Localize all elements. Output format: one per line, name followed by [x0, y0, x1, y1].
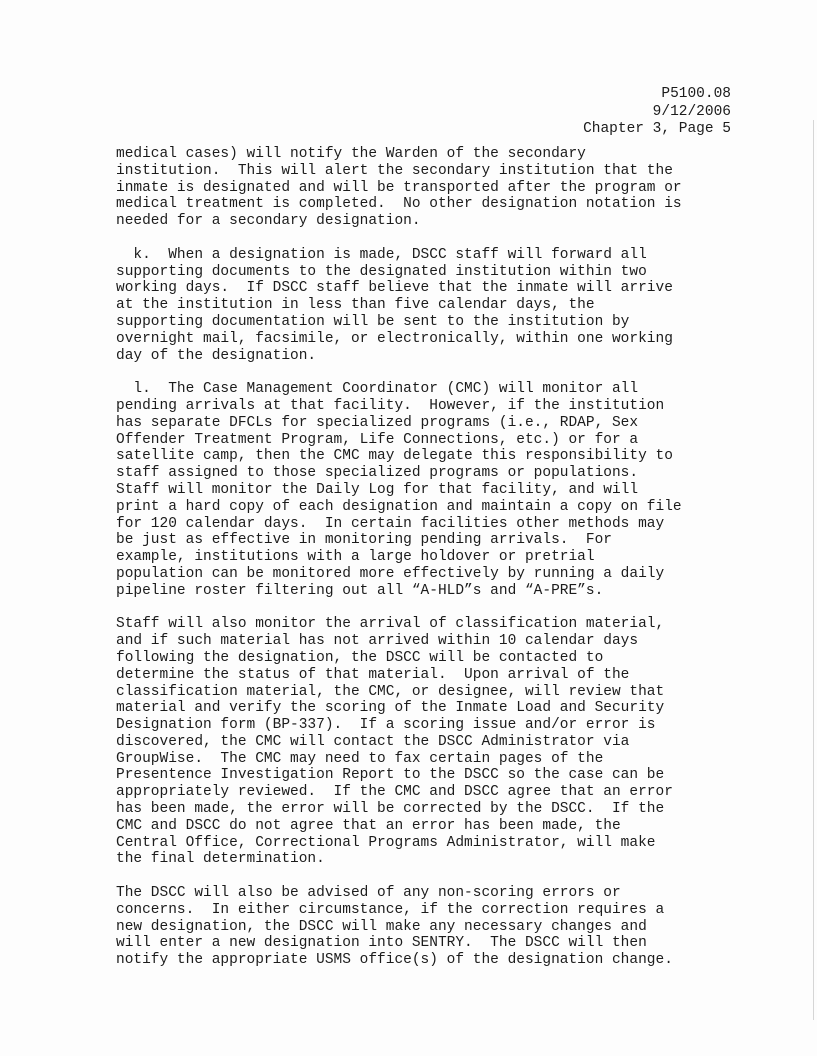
text-line: Presentence Investigation Report to the DSCC so the case can be: [116, 767, 665, 784]
text-line: be just as effective in monitoring pending arrivals. For: [116, 532, 612, 549]
text-line: working days. If DSCC staff believe that the inmate will arrive: [116, 280, 673, 297]
text-line: at the institution in less than five calendar days, the: [116, 297, 595, 314]
text-line: pending arrivals at that facility. However, if the institution: [116, 397, 665, 414]
text-line: Central Office, Correctional Programs Administrator, will make: [116, 834, 656, 851]
text-line: day of the designation.: [116, 347, 317, 364]
text-line: satellite camp, then the CMC may delegate this responsibility to: [116, 448, 673, 465]
text-line: concerns. In either circumstance, if the correction requires a: [116, 901, 665, 918]
chapter-page-label: Chapter 3, Page 5: [583, 121, 731, 137]
text-line: institution. This will alert the secondary institution that the: [116, 162, 673, 179]
text-line: k. When a designation is made, DSCC staff will forward all: [116, 246, 647, 263]
text-line: new designation, the DSCC will make any necessary changes and: [116, 918, 647, 935]
document-number: P5100.08: [661, 86, 731, 102]
document-body: [116, 146, 716, 986]
text-line: Designation form (BP-337). If a scoring issue and/or error is: [116, 717, 656, 734]
text-line: inmate is designated and will be transported after the program or: [116, 179, 682, 196]
text-line: medical cases) will notify the Warden of the secondary: [116, 146, 586, 162]
text-line: overnight mail, facsimile, or electronically, within one working: [116, 330, 673, 347]
paragraph: [116, 616, 716, 868]
text-line: following the designation, the DSCC will be contacted to: [116, 649, 604, 666]
text-line: The DSCC will also be advised of any non-scoring errors or: [116, 885, 621, 902]
scan-edge-line: [813, 120, 814, 1020]
text-line: Offender Treatment Program, Life Connections, etc.) or for a: [116, 431, 639, 448]
paragraph: [116, 247, 716, 365]
paragraph: [116, 885, 716, 969]
paragraph: [116, 146, 716, 230]
text-line: l. The Case Management Coordinator (CMC) will monitor all: [116, 381, 639, 398]
text-line: GroupWise. The CMC may need to fax certain pages of the: [116, 750, 604, 767]
text-line: will enter a new designation into SENTRY. The DSCC will then: [116, 935, 647, 952]
text-line: the final determination.: [116, 851, 325, 868]
text-line: discovered, the CMC will contact the DSCC Administrator via: [116, 733, 630, 750]
text-line: appropriately reviewed. If the CMC and DSCC agree that an error: [116, 784, 673, 801]
text-line: medical treatment is completed. No other designation notation is: [116, 196, 682, 213]
text-line: needed for a secondary designation.: [116, 213, 421, 230]
paragraph: [116, 381, 716, 599]
text-line: print a hard copy of each designation and maintain a copy on file: [116, 498, 682, 515]
text-line: pipeline roster filtering out all “A-HLD”s and “A-PRE”s.: [116, 582, 604, 599]
text-line: supporting documentation will be sent to the institution by: [116, 313, 630, 330]
page-header: [583, 86, 731, 139]
text-line: Staff will also monitor the arrival of classification material,: [116, 616, 665, 633]
text-line: population can be monitored more effectively by running a daily: [116, 565, 665, 582]
text-line: has been made, the error will be corrected by the DSCC. If the: [116, 801, 665, 818]
text-line: CMC and DSCC do not agree that an error has been made, the: [116, 817, 621, 834]
text-line: has separate DFCLs for specialized programs (i.e., RDAP, Sex: [116, 414, 639, 431]
text-line: example, institutions with a large holdover or pretrial: [116, 549, 595, 566]
text-line: notify the appropriate USMS office(s) of the designation change.: [116, 952, 673, 969]
text-line: classification material, the CMC, or designee, will review that: [116, 683, 665, 700]
text-line: staff assigned to those specialized programs or populations.: [116, 465, 639, 482]
text-line: Staff will monitor the Daily Log for that facility, and will: [116, 481, 639, 498]
text-line: and if such material has not arrived within 10 calendar days: [116, 633, 639, 650]
text-line: for 120 calendar days. In certain facilities other methods may: [116, 515, 665, 532]
text-line: supporting documents to the designated institution within two: [116, 263, 647, 280]
document-date: 9/12/2006: [652, 103, 731, 120]
text-line: material and verify the scoring of the Inmate Load and Security: [116, 700, 665, 717]
text-line: determine the status of that material. Upon arrival of the: [116, 666, 630, 683]
